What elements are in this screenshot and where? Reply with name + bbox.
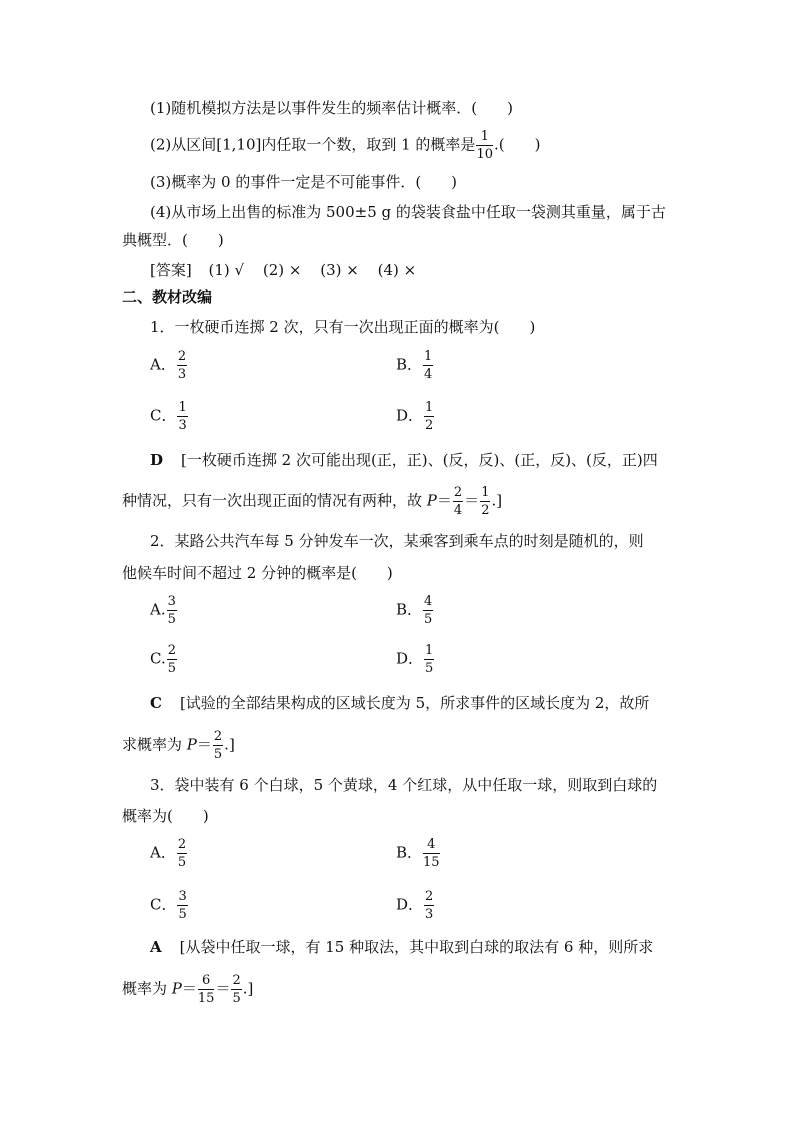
problem1-answer-letter: D [150, 451, 164, 469]
problem1-option-b [396, 350, 434, 381]
option-fraction [167, 595, 177, 626]
fraction-denominator: 2 [481, 503, 490, 518]
fraction-numerator: 2 [177, 349, 187, 364]
option-label: A. [150, 600, 166, 619]
fraction-numerator: 2 [213, 729, 223, 744]
fraction-denominator: 5 [177, 855, 187, 870]
option-label: C． [150, 895, 177, 914]
problem2-option-c [150, 644, 178, 675]
option-fraction [177, 890, 187, 921]
option-fraction [424, 644, 434, 675]
judge-q2-fraction [476, 130, 493, 161]
fraction-denominator: 5 [178, 907, 187, 922]
fraction-denominator: 3 [177, 367, 187, 382]
problem2-solution-line1 [150, 693, 649, 713]
option-label: D． [396, 649, 424, 668]
problem3-solution-line2: 概率为 P＝ $\frac{6}{15}$ ＝ $\frac{2}{5}$ .] [122, 973, 254, 1006]
solution-end: .] [491, 491, 503, 510]
probability-symbol: P [186, 735, 197, 754]
option-label: D． [396, 406, 424, 425]
problem3-answer-letter: A [150, 938, 162, 956]
option-fraction [423, 595, 433, 626]
judge-q1: (1)随机模拟方法是以事件发生的频率估计概率．( ) [150, 99, 513, 117]
solution-fraction [453, 486, 463, 517]
problem1-solution-line2: 种情况，只有一次出现正面的情况有两种，故 P＝ $\frac{2}{4}$ ＝ $\frac{1}{2}$ .] [122, 485, 503, 518]
option-fraction [424, 401, 434, 432]
fraction-denominator: 3 [425, 907, 434, 922]
judge-q4-line1: (4)从市场上出售的标准为 500±5 g 的袋装食盐中任取一袋测其重量，属于古 [150, 203, 666, 221]
problem1-solution-text: [一枚硬币连掷 2 次可能出现(正，正)、(反，反)、(正，反)、(反，正)四 [181, 451, 658, 469]
judge-q3: (3)概率为 0 的事件一定是不可能事件．( ) [150, 173, 458, 191]
judge-q2 [150, 130, 540, 161]
option-label: B． [396, 600, 423, 619]
fraction-numerator: 1 [424, 349, 433, 364]
answer-3: (3) × [320, 261, 359, 279]
judge-q4-line2: 典概型．( ) [122, 231, 224, 249]
fraction-numerator: 1 [476, 130, 493, 146]
problem2-stem-line2: 他候车时间不超过 2 分钟的概率是( ) [122, 564, 393, 582]
fraction-denominator: 15 [197, 991, 215, 1006]
fraction-denominator: 5 [167, 612, 176, 627]
fraction-denominator: 5 [232, 991, 241, 1006]
problem1-option-d [396, 401, 435, 432]
problem3-option-b [396, 838, 441, 869]
option-label: D． [396, 895, 424, 914]
solution-text: 求概率为 [122, 735, 187, 754]
fraction-denominator: 2 [425, 418, 434, 433]
fraction-denominator: 5 [167, 661, 176, 676]
section-title: 二、教材改编 [122, 288, 213, 306]
problem2-solution-line2: 求概率为 P＝ $\frac{2}{5}$ .] [122, 729, 235, 762]
fraction-numerator: 4 [424, 594, 433, 609]
fraction-denominator: 4 [453, 503, 463, 518]
solution-end: .] [224, 735, 235, 754]
fraction-denominator: 10 [476, 147, 493, 162]
fraction-numerator: 2 [232, 973, 241, 988]
option-label: B． [396, 355, 423, 374]
problem2-answer-letter: C [150, 694, 162, 712]
option-label: B． [396, 843, 423, 862]
solution-fraction [198, 974, 215, 1005]
fraction-numerator: 2 [167, 643, 176, 658]
fraction-denominator: 3 [178, 418, 187, 433]
fraction-denominator: 15 [423, 855, 440, 870]
option-fraction [424, 890, 434, 921]
solution-fraction [480, 486, 490, 517]
problem3-option-c [150, 890, 189, 921]
option-fraction [177, 350, 187, 381]
option-label: A． [150, 355, 176, 374]
probability-symbol: P [171, 979, 182, 998]
option-label: C． [150, 406, 177, 425]
solution-fraction [231, 974, 241, 1005]
problem1-option-c [150, 401, 189, 432]
judge-q2-text: (2)从区间[1,10]内任取一个数，取到 1 的概率是 [150, 135, 476, 154]
problem3-option-a [150, 838, 188, 869]
option-fraction [423, 838, 440, 869]
problem3-solution-text: [从袋中任取一球，有 15 种取法，其中取到白球的取法有 6 种，则所求 [179, 938, 654, 956]
solution-text: 概率为 [122, 979, 172, 998]
fraction-denominator: 5 [424, 612, 433, 627]
fraction-numerator: 1 [481, 485, 490, 500]
problem2-option-b [396, 595, 434, 626]
fraction-numerator: 2 [425, 889, 434, 904]
fraction-numerator: 1 [425, 643, 434, 658]
option-label: C. [150, 649, 166, 668]
answer-line [150, 260, 416, 280]
answer-1: (1) √ [208, 261, 245, 279]
fraction-denominator: 4 [424, 367, 433, 382]
problem3-stem-line1: 3．袋中装有 6 个白球，5 个黄球，4 个红球，从中任取一球，则取到白球的 [150, 776, 658, 794]
solution-text: 种情况，只有一次出现正面的情况有两种，故 [122, 491, 427, 510]
fraction-numerator: 2 [453, 485, 463, 500]
option-fraction [423, 350, 433, 381]
fraction-numerator: 1 [425, 400, 434, 415]
answer-4: (4) × [377, 261, 417, 279]
fraction-numerator: 1 [178, 400, 187, 415]
problem1-option-a [150, 350, 188, 381]
option-fraction [167, 644, 177, 675]
fraction-numerator: 3 [178, 889, 187, 904]
fraction-numerator: 3 [167, 594, 176, 609]
judge-q2-end: .( ) [493, 135, 541, 154]
problem2-option-a [150, 595, 178, 626]
option-label: A． [150, 843, 176, 862]
problem2-option-d [396, 644, 435, 675]
probability-symbol: P [426, 491, 437, 510]
problem2-solution-text: [试验的全部结果构成的区域长度为 5，所求事件的区域长度为 2，故所 [179, 694, 650, 712]
fraction-denominator: 5 [425, 661, 434, 676]
fraction-denominator: 5 [213, 747, 223, 762]
fraction-numerator: 6 [198, 974, 215, 990]
problem3-stem-line2: 概率为( ) [122, 807, 209, 825]
problem3-solution-line1 [150, 937, 653, 957]
option-fraction [177, 838, 187, 869]
answer-2: (2) × [262, 261, 302, 279]
problem2-stem-line1: 2．某路公共汽车每 5 分钟发车一次，某乘客到乘车点的时刻是随机的，则 [150, 532, 644, 550]
solution-fraction [213, 730, 223, 761]
fraction-numerator: 4 [423, 838, 440, 854]
answer-tag: [答案] [150, 261, 192, 279]
fraction-numerator: 2 [177, 837, 187, 852]
problem1-stem: 1．一枚硬币连掷 2 次，只有一次出现正面的概率为( ) [150, 318, 536, 336]
problem3-option-d [396, 890, 435, 921]
problem1-solution-line1 [150, 450, 658, 470]
solution-end: .] [242, 979, 254, 998]
option-fraction [177, 401, 187, 432]
